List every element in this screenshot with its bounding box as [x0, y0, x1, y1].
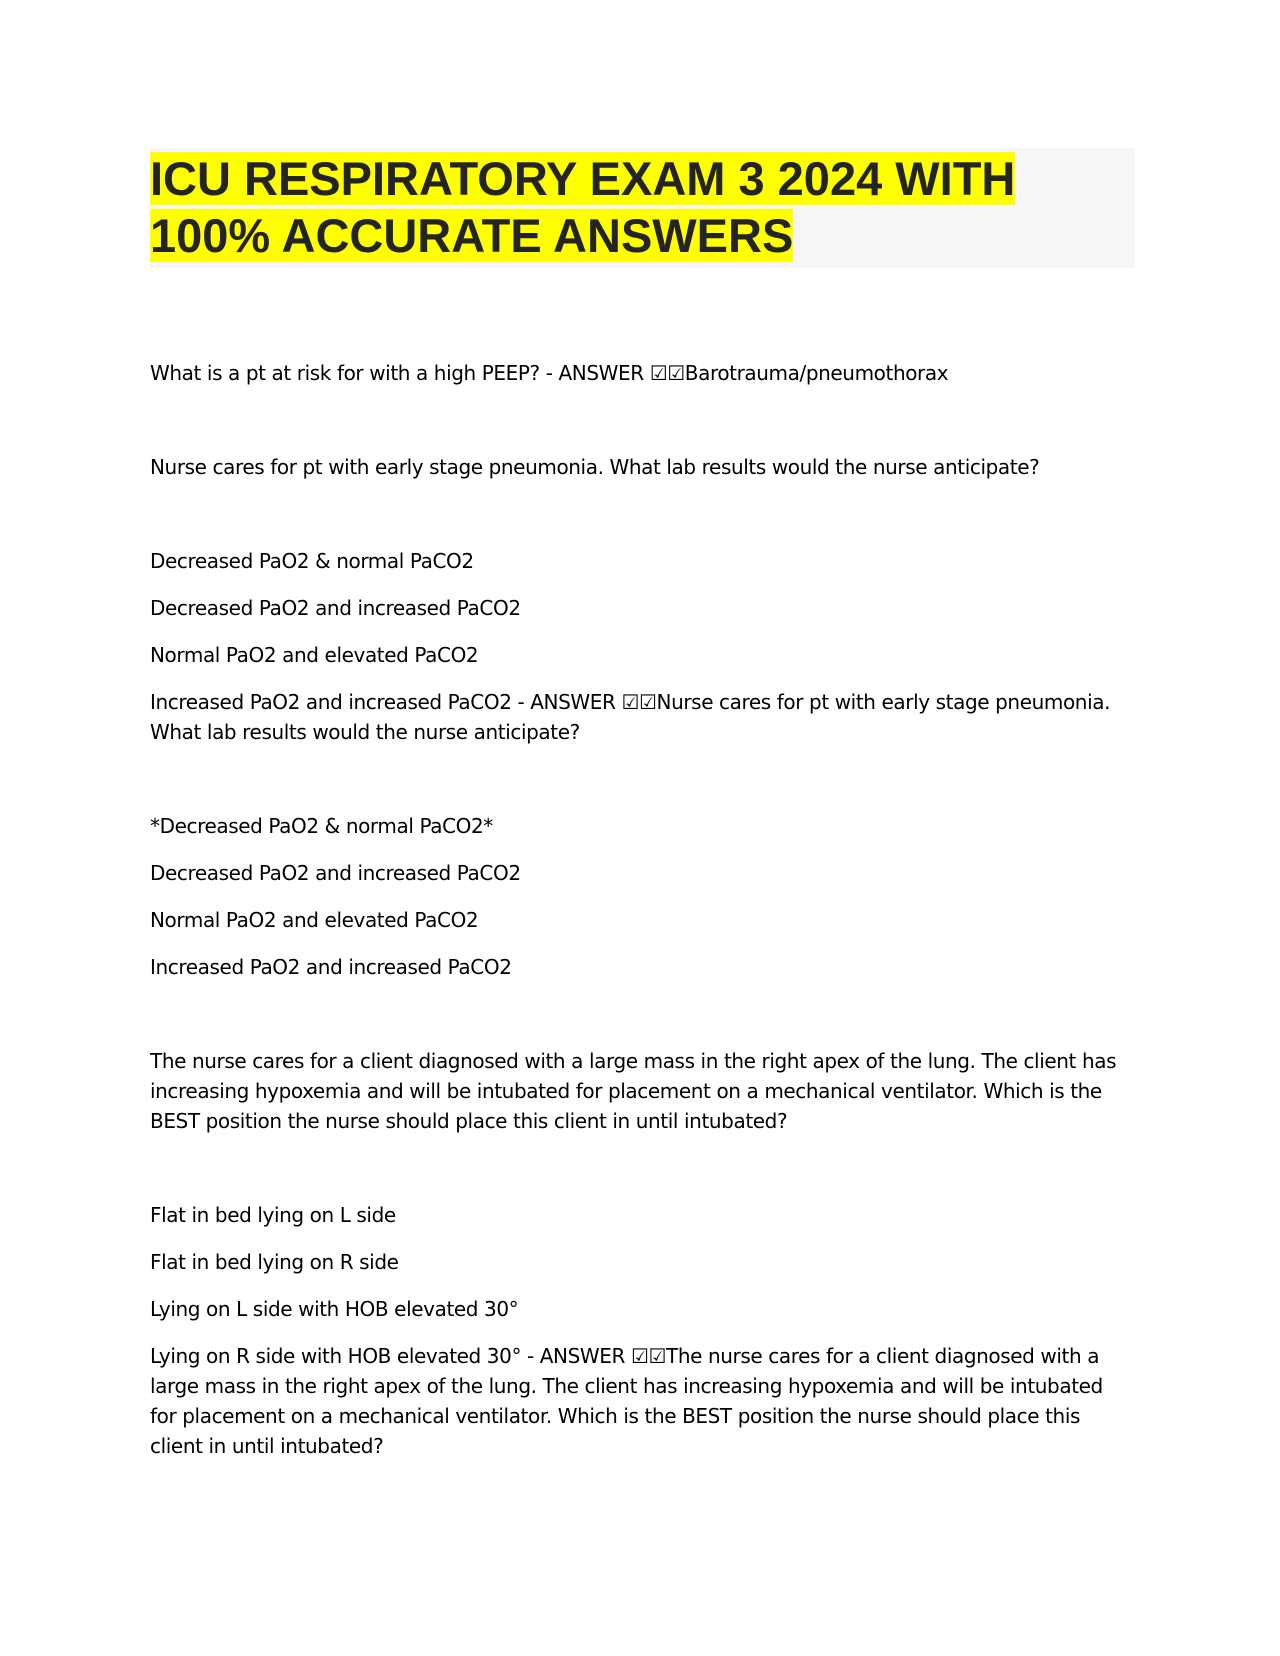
q2-answer-1: *Decreased PaO2 & normal PaCO2* [150, 814, 493, 838]
title-block [150, 148, 1135, 268]
title-highlight: ICU RESPIRATORY EXAM 3 2024 WITH 100% ACCURATE ANSWERS [150, 152, 1016, 262]
q3-option-4-answer: Lying on R side with HOB elevated 30° - ANSWER ☑☑The nurse cares for a client diagnosed with a large mass in the right apex of the lung. The client has increasing hypoxemia and will be intubated for placement on a mechanical ventilator. Which is the BEST position the nurse should place this client in until intubated? [150, 1344, 1103, 1458]
q2-option-3: Normal PaO2 and elevated PaCO2 [150, 643, 479, 667]
question-1: What is a pt at risk for with a high PEEP? - ANSWER ☑☑Barotrauma/pneumothorax [150, 361, 949, 385]
question-2: Nurse cares for pt with early stage pneumonia. What lab results would the nurse anticipate? [150, 455, 1040, 479]
q2-option-2: Decreased PaO2 and increased PaCO2 [150, 596, 521, 620]
q2-option-4-answer: Increased PaO2 and increased PaCO2 - ANSWER ☑☑Nurse cares for pt with early stage pneumonia. What lab results would the nurse anticipate? [150, 690, 1111, 744]
q2-answer-2: Decreased PaO2 and increased PaCO2 [150, 861, 521, 885]
q2-answer-3: Normal PaO2 and elevated PaCO2 [150, 908, 479, 932]
q3-option-3: Lying on L side with HOB elevated 30° [150, 1297, 519, 1321]
q3-option-1: Flat in bed lying on L side [150, 1203, 396, 1227]
q2-answer-4: Increased PaO2 and increased PaCO2 [150, 955, 512, 979]
document-title [150, 150, 1135, 264]
question-3: The nurse cares for a client diagnosed with a large mass in the right apex of the lung. The client has increasing hypoxemia and will be intubated for placement on a mechanical ventilator. Which is the BEST position the nurse should place this client in until intubated? [150, 1049, 1117, 1133]
q3-option-2: Flat in bed lying on R side [150, 1250, 399, 1274]
q2-option-1: Decreased PaO2 & normal PaCO2 [150, 549, 474, 573]
document-page [150, 148, 1135, 1461]
